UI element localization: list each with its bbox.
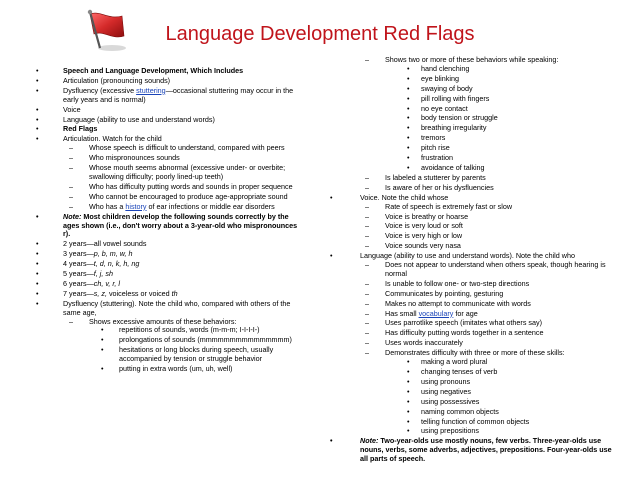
sub-sub-item: • naming common objects	[407, 408, 615, 417]
list-item: • Voice	[36, 106, 306, 115]
sub-sub-item: • eye blinking	[407, 75, 615, 84]
sub-item: – Voice is very loud or soft	[365, 222, 615, 231]
sub-item: – Voice is very high or low	[365, 232, 615, 241]
sub-item: – Whose mouth seems abnormal (excessive under- or overbite; swallowing difficulty; poorly lined-up teeth)	[69, 164, 306, 182]
sub-sub-item: • swaying of body	[407, 85, 615, 94]
list-item: • Dysfluency (stuttering). Note the child who, compared with others of the same age, – Shows excessive amounts of these behaviors: • repetitions of sounds, words (m-m-m; I-I-I-I-) • prolongations of sounds (mmmmmmmmmmmmmmm) • hesitations or long blocks during speech, usually accompanied by tension or struggle behavior • putting in extra words (um, uh, well)	[36, 300, 306, 374]
list-item: • Articulation (pronouncing sounds)	[36, 77, 306, 86]
sub-item: – Shows two or more of these behaviors while speaking: • hand clenching • eye blinking • swaying of body • pill rolling with fingers • no eye contact • body tension or struggle • breathing irregularity • tremors • pitch rise • frustration • avoidance of talking	[365, 56, 615, 173]
sub-item: – Demonstrates difficulty with three or more of these skills: • making a word plural • changing tenses of verb • using pronouns • using negatives • using possessives • naming common objects • telling function of common objects • using prepositions	[365, 349, 615, 436]
sub-item: – Does not appear to understand when others speak, though hearing is normal	[365, 261, 615, 279]
list-item: • 6 years—ch, v, r, l	[36, 280, 306, 289]
sub-sub-item: • tremors	[407, 134, 615, 143]
sub-item: – Is aware of her or his dysfluencies	[365, 184, 615, 193]
sub-sub-item: • using possessives	[407, 398, 615, 407]
list-item: • 3 years—p, b, m, w, h	[36, 250, 306, 259]
vocabulary-link[interactable]: vocabulary	[418, 308, 454, 318]
list-item: • 4 years—t, d, n, k, h, ng	[36, 260, 306, 269]
sub-item: – Has difficulty putting words together in a sentence	[365, 329, 615, 338]
sub-item: – Who mispronounces sounds	[69, 154, 306, 163]
list-item: • 5 years—f, j, sh	[36, 270, 306, 279]
sub-item: – Uses words inaccurately	[365, 339, 615, 348]
sub-sub-item: • frustration	[407, 154, 615, 163]
sub-sub-item: • using pronouns	[407, 378, 615, 387]
sub-sub-item: • putting in extra words (um, uh, well)	[101, 365, 306, 374]
sub-item: – Is labeled a stutterer by parents	[365, 174, 615, 183]
page-title: Language Development Red Flags	[165, 23, 475, 45]
sub-sub-item: • telling function of common objects	[407, 418, 615, 427]
list-item: • Language (ability to use and understand words). Note the child who – Does not appear to understand when others speak, though hearing is normal – Is unable to follow one- or two-step directions – Communicates by pointing, gesturing – Makes no attempt to communicate with words – Has small vocabulary for age – Uses parrotlike speech (imitates what others say) – Has difficulty putting words together in a sentence – Uses words inaccurately – Demonstrates difficulty with three or more of these skills: • making a word plural • changing tenses of verb • using pronouns • using negatives • using possessives • naming common objects • telling function of common objects • using prepositions	[330, 252, 615, 436]
list-item: • Voice. Note the child whose – Rate of speech is extremely fast or slow – Voice is breathy or hoarse – Voice is very loud or soft – Voice is very high or low – Voice sounds very nasa	[330, 194, 615, 251]
sub-sub-item: • hesitations or long blocks during speech, usually accompanied by tension or struggle behavior	[101, 346, 306, 364]
sub-item: – Voice is breathy or hoarse	[365, 213, 615, 222]
sub-sub-item: • prolongations of sounds (mmmmmmmmmmmmmmm)	[101, 336, 306, 345]
sub-sub-item: • using prepositions	[407, 427, 615, 436]
list-item: • 2 years—all vowel sounds	[36, 240, 306, 249]
right-column	[330, 56, 615, 465]
stuttering-link[interactable]: stuttering	[136, 85, 166, 95]
sub-item: – Who has difficulty putting words and sounds in proper sequence	[69, 183, 306, 192]
list-item: • Speech and Language Development, Which Includes	[36, 67, 306, 76]
sub-item: – Uses parrotlike speech (imitates what others say)	[365, 319, 615, 328]
note-item: • Note: Two-year-olds use mostly nouns, few verbs. Three-year-olds use nouns, verbs, some adverbs, adjectives, prepositions. Four-year-olds use all parts of speech.	[330, 437, 615, 464]
sub-sub-item: • no eye contact	[407, 105, 615, 114]
left-column	[36, 67, 306, 375]
sub-item: – Has small vocabulary for age	[365, 310, 615, 319]
sub-sub-item: • making a word plural	[407, 358, 615, 367]
sub-sub-item: • body tension or struggle	[407, 114, 615, 123]
sub-sub-item: • using negatives	[407, 388, 615, 397]
note-item: • Note: Most children develop the following sounds correctly by the ages shown (i.e., don't worry about a 3-year-old who mispronounces r).	[36, 213, 306, 240]
sub-item: – Makes no attempt to communicate with words	[365, 300, 615, 309]
sub-item: – Is unable to follow one- or two-step directions	[365, 280, 615, 289]
list-item: • Dysfluency (excessive stuttering—occasional stuttering may occur in the early years and is normal)	[36, 87, 306, 105]
sub-item: – Who cannot be encouraged to produce age-appropriate sound	[69, 193, 306, 202]
list-item: • Language (ability to use and understand words)	[36, 116, 306, 125]
sub-sub-item: • repetitions of sounds, words (m-m-m; I-I-I-I-)	[101, 326, 306, 335]
list-item: • 7 years—s, z, voiceless or voiced th	[36, 290, 306, 299]
sub-sub-item: • pill rolling with fingers	[407, 95, 615, 104]
sub-item: – Voice sounds very nasa	[365, 242, 615, 251]
red-flag-icon	[78, 6, 134, 54]
history-link[interactable]: history	[125, 201, 147, 211]
sub-item: – Communicates by pointing, gesturing	[365, 290, 615, 299]
sub-sub-item: • changing tenses of verb	[407, 368, 615, 377]
sub-sub-item: • breathing irregularity	[407, 124, 615, 133]
sub-item: – Whose speech is difficult to understand, compared with peers	[69, 144, 306, 153]
list-item: • Red Flags	[36, 125, 306, 134]
sub-item: – Who has a history of ear infections or middle ear disorders	[69, 203, 306, 212]
list-item: • Articulation. Watch for the child – Whose speech is difficult to understand, compared with peers – Who mispronounces sounds – Whose mouth seems abnormal (excessive under- or overbite; swallowing difficulty; poorly lined-up teeth) – Who has difficulty putting words and sounds in proper sequence – Who cannot be encouraged to produce age-appropriate sound – Who has a history of ear infections or middle ear disorders	[36, 135, 306, 211]
sub-sub-item: • avoidance of talking	[407, 164, 615, 173]
sub-sub-item: • hand clenching	[407, 65, 615, 74]
sub-sub-item: • pitch rise	[407, 144, 615, 153]
list-item	[330, 56, 615, 193]
sub-item: – Shows excessive amounts of these behaviors: • repetitions of sounds, words (m-m-m; I-I-I-I-) • prolongations of sounds (mmmmmmmmmmmmmmm) • hesitations or long blocks during speech, usually accompanied by tension or struggle behavior • putting in extra words (um, uh, well)	[69, 318, 306, 374]
sub-item: – Rate of speech is extremely fast or slow	[365, 203, 615, 212]
